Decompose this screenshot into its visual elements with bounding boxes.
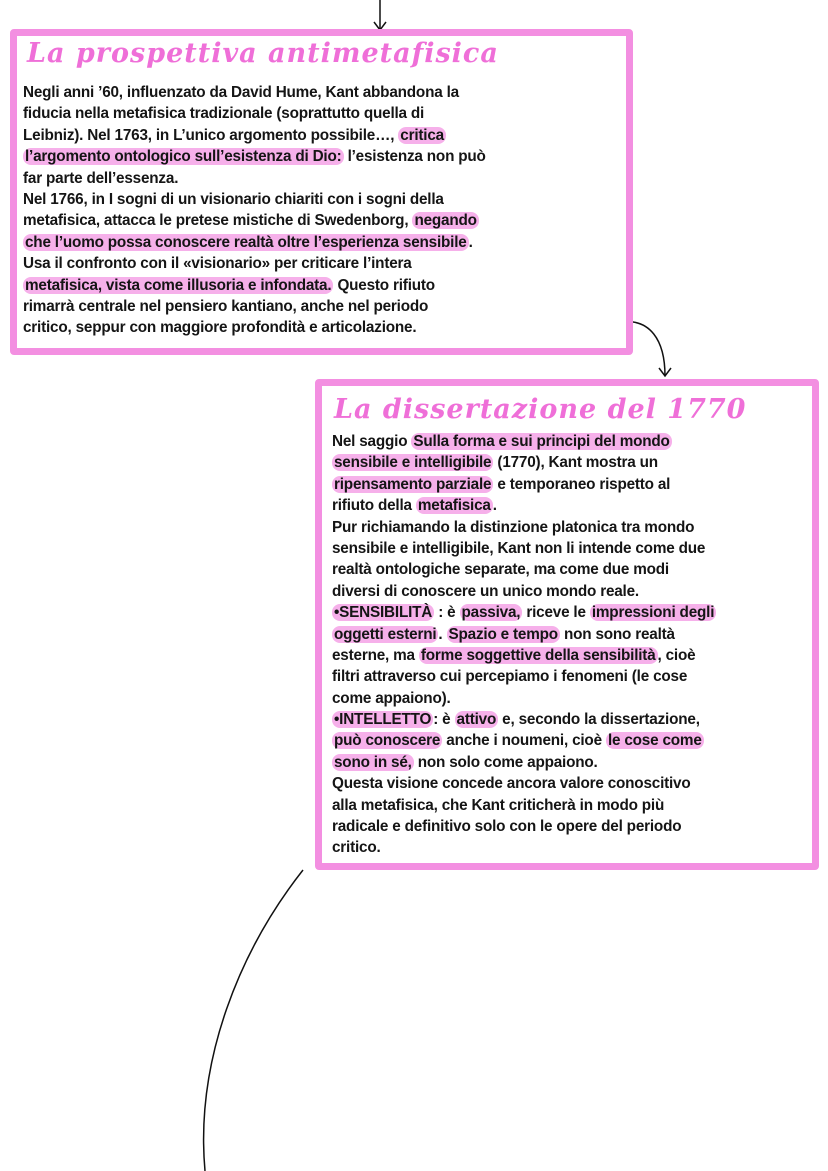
highlighted-text: •SENSIBILITÀ	[334, 604, 433, 622]
text-line	[332, 666, 716, 687]
text-line	[23, 253, 486, 274]
highlighted-text: Sulla forma e sui principi del mondo	[413, 433, 670, 450]
text-line	[332, 709, 716, 730]
text-segment: (1770), Kant mostra un	[493, 454, 658, 472]
text-segment: anche i noumeni, cioè	[442, 732, 606, 750]
text-segment: .	[438, 625, 447, 643]
highlighted-text: forme soggettive della sensibilità	[420, 646, 656, 664]
text-segment: Negli anni ’60, influenzato da David Hume, Kant abbandona la	[23, 84, 459, 101]
card-title: La prospettiva antimetafisica	[27, 38, 499, 69]
text-segment: e temporaneo rispetto al	[493, 475, 671, 493]
text-line	[332, 602, 716, 623]
highlighted-text: le cose come	[607, 732, 702, 750]
highlighted-text: metafisica, vista come illusoria e infondata.	[25, 276, 332, 294]
highlighted-text: oggetti esterni	[334, 625, 437, 643]
text-segment: esterne, ma	[332, 646, 419, 664]
text-segment: radicale e definitivo solo con le opere del periodo	[332, 818, 682, 836]
text-line	[332, 730, 716, 751]
text-line	[23, 189, 486, 210]
highlighted-text: critica	[400, 126, 444, 144]
text-line	[332, 517, 716, 538]
text-line	[23, 103, 486, 124]
text-line	[332, 559, 716, 580]
text-line	[23, 168, 486, 189]
text-segment: non sono realtà	[559, 625, 675, 643]
text-segment: Questa visione concede ancora valore conoscitivo	[332, 775, 691, 793]
text-segment: Nel saggio	[332, 433, 412, 450]
text-segment: Pur richiamando la distinzione platonica tra mondo	[332, 518, 695, 536]
text-line	[332, 624, 716, 645]
text-segment: diversi di conoscere un unico mondo reale.	[332, 582, 639, 600]
card-body	[332, 431, 716, 859]
text-line	[332, 688, 716, 709]
note-card-dissertazione	[315, 379, 819, 870]
text-line	[332, 645, 716, 666]
highlighted-text: negando	[414, 212, 477, 230]
card-body	[23, 82, 486, 339]
highlighted-text: ripensamento parziale	[334, 475, 492, 493]
text-line	[23, 125, 486, 146]
highlighted-text: Spazio e tempo	[448, 625, 558, 643]
arrow-curve-bottom	[204, 870, 303, 1171]
text-segment: filtri attraverso cui percepiamo i fenomeni (le cose	[332, 668, 688, 686]
note-card-antimetafisica	[10, 29, 633, 355]
text-segment: come appaiono).	[332, 689, 451, 707]
text-line	[332, 816, 716, 837]
highlighted-text: sensibile e intelligibile	[334, 454, 492, 472]
text-line	[23, 317, 486, 338]
highlighted-text: metafisica	[417, 497, 491, 515]
text-line	[332, 474, 716, 495]
highlighted-text: •INTELLETTO	[334, 711, 432, 729]
text-segment: Leibniz). Nel 1763, in L’unico argomento possibile…,	[23, 126, 399, 144]
text-line	[332, 837, 716, 858]
text-segment: metafisica, attacca le pretese mistiche di Swedenborg,	[23, 212, 413, 230]
highlighted-text: attivo	[456, 711, 497, 729]
highlighted-text: impressioni degli	[591, 604, 715, 622]
text-line	[23, 146, 486, 167]
text-segment: critico.	[332, 839, 381, 857]
text-line	[332, 795, 716, 816]
text-segment: fiducia nella metafisica tradizionale (soprattutto quella di	[23, 105, 425, 123]
text-line	[332, 452, 716, 473]
text-segment: sensibile e intelligibile, Kant non li intende come due	[332, 539, 706, 557]
text-segment: e, secondo la dissertazione,	[498, 711, 700, 729]
text-segment: rimarrà centrale nel pensiero kantiano, anche nel periodo	[23, 297, 429, 315]
text-line	[23, 296, 486, 317]
text-segment: far parte dell’essenza.	[23, 169, 179, 187]
text-line	[23, 275, 486, 296]
card-title: La dissertazione del 1770	[334, 394, 747, 425]
text-line	[23, 210, 486, 231]
text-segment: l’esistenza non può	[343, 148, 486, 166]
text-segment: non solo come appaiono.	[413, 753, 598, 771]
text-line	[23, 232, 486, 253]
highlighted-text: l’argomento ontologico sull’esistenza di Dio:	[25, 148, 342, 166]
text-segment: .	[468, 233, 473, 251]
text-segment: alla metafisica, che Kant criticherà in modo più	[332, 796, 665, 814]
text-segment: riceve le	[522, 604, 590, 622]
text-segment: , cioè	[657, 646, 696, 664]
highlighted-text: può conoscere	[334, 732, 441, 750]
text-segment: realtà ontologiche separate, ma come due modi	[332, 561, 669, 579]
highlighted-text: sono in sé,	[334, 753, 412, 771]
text-segment: Questo rifiuto	[333, 276, 435, 294]
text-segment: critico, seppur con maggiore profondità e articolazione.	[23, 319, 417, 337]
text-segment: : è	[434, 604, 460, 622]
text-line	[332, 581, 716, 602]
text-segment: Nel 1766, in I sogni di un visionario chiariti con i sogni della	[23, 190, 444, 208]
text-line	[332, 773, 716, 794]
text-line	[332, 538, 716, 559]
text-segment: rifiuto della	[332, 497, 416, 515]
highlighted-text: passiva,	[461, 604, 521, 622]
text-line	[332, 495, 716, 516]
text-segment: : è	[433, 711, 455, 729]
text-line	[23, 82, 486, 103]
highlighted-text: che l’uomo possa conoscere realtà oltre l’esperienza sensibile	[25, 233, 467, 251]
text-segment: .	[492, 497, 497, 515]
text-segment: Usa il confronto con il «visionario» per criticare l’intera	[23, 255, 412, 273]
text-line	[332, 431, 716, 452]
text-line	[332, 752, 716, 773]
